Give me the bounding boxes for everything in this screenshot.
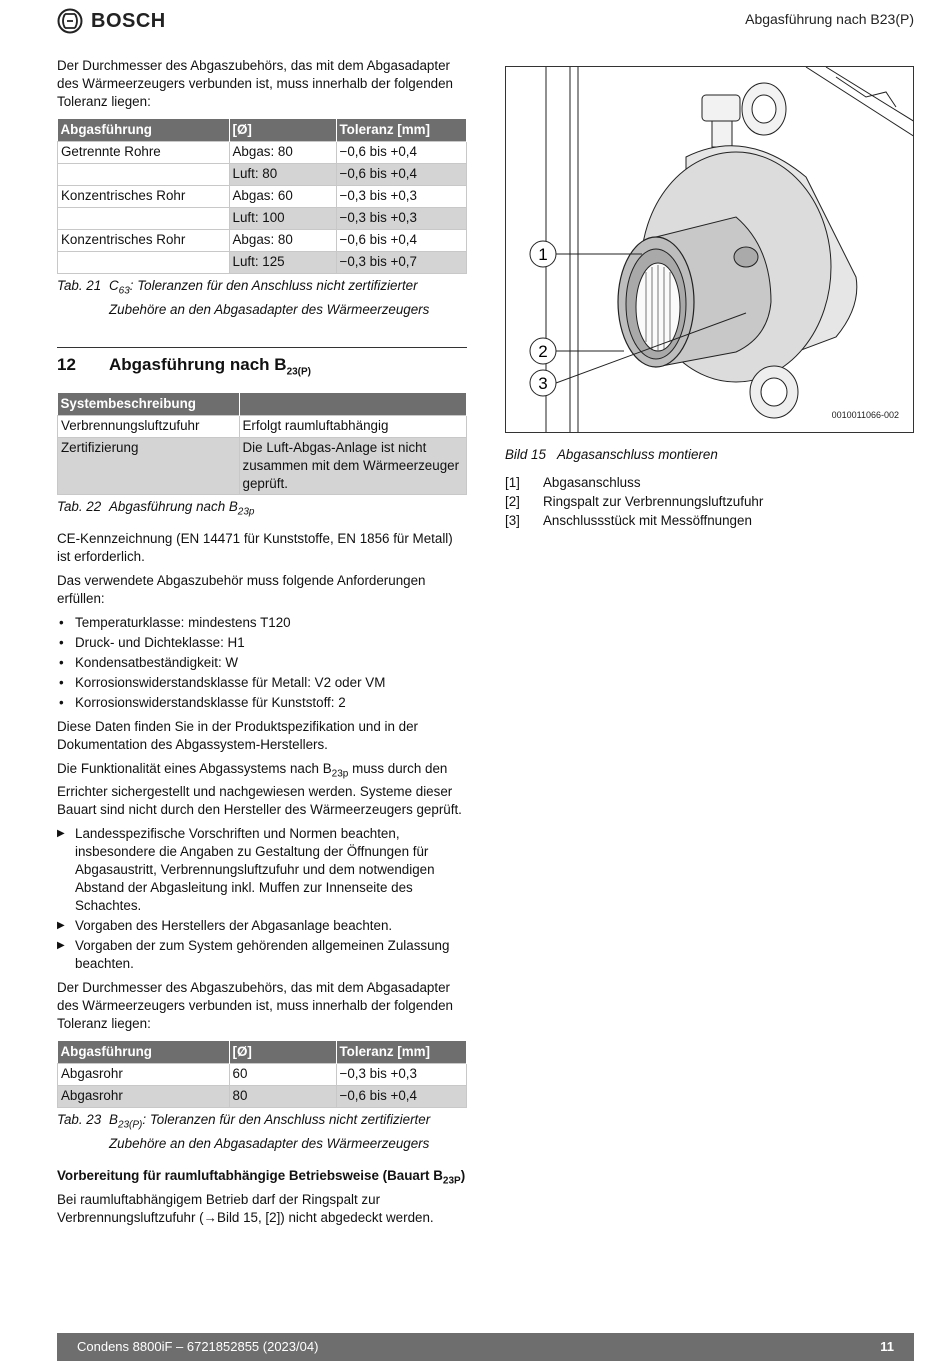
table-cell: Erfolgt raumluftabhängig (239, 416, 467, 438)
table-row (58, 252, 467, 274)
table-cell: Abgasrohr (58, 1086, 230, 1108)
table-cell (58, 208, 230, 230)
table-cell: Verbrennungsluftzufuhr (58, 416, 240, 438)
legend-key: [1] (505, 475, 520, 490)
list-item: • Korrosionswiderstandsklasse für Kunststoff: 2 (57, 694, 467, 712)
callout-2: 2 (538, 342, 548, 361)
caption-symbol: B (109, 1112, 118, 1128)
brand-name: BOSCH (91, 10, 166, 32)
figure-legend (505, 474, 763, 531)
caption-subscript: 23(P) (117, 1120, 143, 1132)
caption-subscript: 63 (118, 285, 130, 297)
table-cell: −0,6 bis +0,4 (336, 230, 467, 252)
ce-paragraph: CE-Kennzeichnung (EN 14471 für Kunststoffe, EN 1856 für Metall) ist erforderlich. (57, 530, 453, 564)
section-title: Abgasführung nach B (109, 354, 287, 374)
table-cell: 60 (229, 1064, 336, 1086)
table-cell: −0,6 bis +0,4 (336, 142, 467, 164)
table-header-row (58, 393, 467, 416)
tolerance-table-21 (57, 119, 467, 274)
list-item: • Korrosionswiderstandsklasse für Metall: V2 oder VM (57, 674, 467, 692)
requirements-intro: Das verwendete Abgaszubehör muss folgende Anforderungen erfüllen: (57, 572, 426, 606)
col-header-empty (239, 393, 467, 416)
table-row (58, 438, 467, 495)
preparation-heading (57, 1167, 467, 1191)
table-row (58, 142, 467, 164)
table-row (58, 164, 467, 186)
legend-key: [2] (505, 494, 520, 509)
caption-text: : Toleranzen für den Anschluss nicht zertifizierter Zubehöre an den Abgasadapter des Wärmeerzeugers (109, 278, 430, 317)
callout-3: 3 (538, 374, 548, 393)
table-cell: Zertifizierung (58, 438, 240, 495)
col-header: Abgasführung (58, 1041, 230, 1064)
section-title-subscript: 23(P) (286, 366, 312, 378)
table-row (58, 1064, 467, 1086)
action-item: ▶ Vorgaben der zum System gehörenden allgemeinen Zulassung beachten. (57, 937, 467, 973)
callout-1: 1 (538, 245, 548, 264)
table-cell (58, 252, 230, 274)
flue-connection-illustration (506, 67, 914, 433)
table-cell: 80 (229, 1086, 336, 1108)
caption-symbol: C (109, 278, 119, 293)
heading-end: ) (460, 1168, 466, 1184)
legend-text: Anschlussstück mit Messöffnungen (543, 513, 752, 528)
table-header-row (58, 1041, 467, 1064)
table-row (58, 416, 467, 438)
text-part: Die Funktionalität eines Abgassystems nach B (57, 760, 332, 776)
table-cell: Luft: 80 (229, 164, 336, 186)
col-header: [Ø] (229, 119, 336, 142)
text-subscript: 23p (331, 768, 349, 780)
data-source-paragraph: Diese Daten finden Sie in der Produktspezifikation und in der Dokumentation des Abgassystem-Herstellers. (57, 718, 419, 752)
col-header: Abgasführung (58, 119, 230, 142)
table-cell: −0,6 bis +0,4 (336, 1086, 467, 1108)
figure-15 (505, 66, 914, 433)
bosch-armature-icon (57, 8, 83, 34)
caption-subscript: 23p (237, 506, 255, 518)
table-cell: Die Luft-Abgas-Anlage ist nicht zusammen mit dem Wärmeerzeuger geprüft. (239, 438, 467, 495)
table-cell: Abgasrohr (58, 1064, 230, 1086)
table-21-caption (57, 277, 467, 319)
header-section-title: Abgasführung nach B23(P) (745, 11, 914, 27)
system-description-table (57, 393, 467, 495)
page-number: 11 (880, 1339, 894, 1354)
col-header: Toleranz [mm] (336, 1041, 467, 1064)
heading-text: Vorbereitung für raumluftabhängige Betriebsweise (Bauart B (57, 1168, 443, 1184)
table-cell: −0,3 bis +0,3 (336, 186, 467, 208)
requirements-list (57, 614, 467, 712)
table-cell: Luft: 125 (229, 252, 336, 274)
caption-label: Tab. 23 (57, 1112, 102, 1128)
action-item: ▶ Vorgaben des Herstellers der Abgasanlage beachten. (57, 917, 467, 935)
caption-label: Tab. 22 (57, 499, 102, 515)
table-cell: Konzentrisches Rohr (58, 230, 230, 252)
preparation-text: Bei raumluftabhängigem Betrieb darf der Ringspalt zur Verbrennungsluftzufuhr (→Bild 15, [2]) nicht abgedeckt werden. (57, 1191, 434, 1225)
table-cell (58, 164, 230, 186)
table-header-row (58, 119, 467, 142)
table-row (58, 230, 467, 252)
table-cell: −0,3 bis +0,7 (336, 252, 467, 274)
legend-text: Abgasanschluss (543, 475, 641, 490)
table-cell: Abgas: 80 (229, 142, 336, 164)
caption-label: Tab. 21 (57, 278, 102, 293)
list-item: • Temperaturklasse: mindestens T120 (57, 614, 467, 632)
action-list (57, 825, 467, 973)
table-cell: Abgas: 60 (229, 186, 336, 208)
table-row (58, 208, 467, 230)
left-column (57, 57, 467, 1233)
footer-doc-id: Condens 8800iF – 6721852855 (2023/04) (77, 1339, 319, 1354)
table-cell: −0,6 bis +0,4 (336, 164, 467, 186)
figure-caption (505, 446, 718, 464)
col-header: Systembeschreibung (58, 393, 240, 416)
page-footer (57, 1333, 914, 1361)
intro-paragraph-2: Der Durchmesser des Abgaszubehörs, das mit dem Abgasadapter des Wärmeerzeugers verbunden ist, muss innerhalb der folgenden Toleranz liegen: (57, 980, 453, 1032)
list-item: • Druck- und Dichteklasse: H1 (57, 634, 467, 652)
heading-subscript: 23P (442, 1175, 461, 1187)
figure-code: 0010011066-002 (831, 410, 899, 420)
col-header: [Ø] (229, 1041, 336, 1064)
table-row (58, 1086, 467, 1108)
table-cell: Konzentrisches Rohr (58, 186, 230, 208)
list-item: • Kondensatbeständigkeit: W (57, 654, 467, 672)
table-row (58, 186, 467, 208)
section-heading (57, 347, 467, 381)
caption-text: : Toleranzen für den Anschluss nicht zertifizierter Zubehöre an den Abgasadapter des Wärmeerzeugers (109, 1112, 431, 1152)
caption-text: Abgasanschluss montieren (557, 447, 718, 462)
legend-item (505, 493, 763, 512)
functionality-paragraph (57, 760, 467, 820)
table-cell: Getrennte Rohre (58, 142, 230, 164)
text-part: muss durch den Errichter sichergestellt und nachgewiesen werden. Systeme dieser Bauart sind nicht durch den Hersteller des Wärmeerzeugers geprüft. (57, 760, 462, 818)
table-cell: Abgas: 80 (229, 230, 336, 252)
section-number: 12 (57, 354, 76, 374)
brand-logo (57, 8, 166, 34)
legend-text: Ringspalt zur Verbrennungsluftzufuhr (543, 494, 764, 509)
action-item: ▶ Landesspezifische Vorschriften und Normen beachten, insbesondere die Angaben zu Gestaltung der Öffnungen für Abgasaustritt, Verbrennungsluftzufuhr und dem notwendigen Abstand der Abgasleitung inkl. Muffen zur Innenseite des Schachtes. (57, 825, 467, 915)
table-cell: Luft: 100 (229, 208, 336, 230)
table-22-caption (57, 498, 467, 522)
tolerance-table-23 (57, 1041, 467, 1108)
legend-item (505, 474, 763, 493)
table-23-caption (57, 1111, 467, 1153)
caption-label: Bild 15 (505, 447, 546, 462)
caption-text: Abgasführung nach B (109, 499, 238, 515)
legend-key: [3] (505, 513, 520, 528)
table-cell: −0,3 bis +0,3 (336, 1064, 467, 1086)
col-header: Toleranz [mm] (336, 119, 467, 142)
legend-item (505, 512, 763, 531)
table-cell: −0,3 bis +0,3 (336, 208, 467, 230)
intro-paragraph-1: Der Durchmesser des Abgaszubehörs, das mit dem Abgasadapter des Wärmeerzeugers verbunden ist, muss innerhalb der folgenden Toleranz liegen: (57, 58, 453, 109)
